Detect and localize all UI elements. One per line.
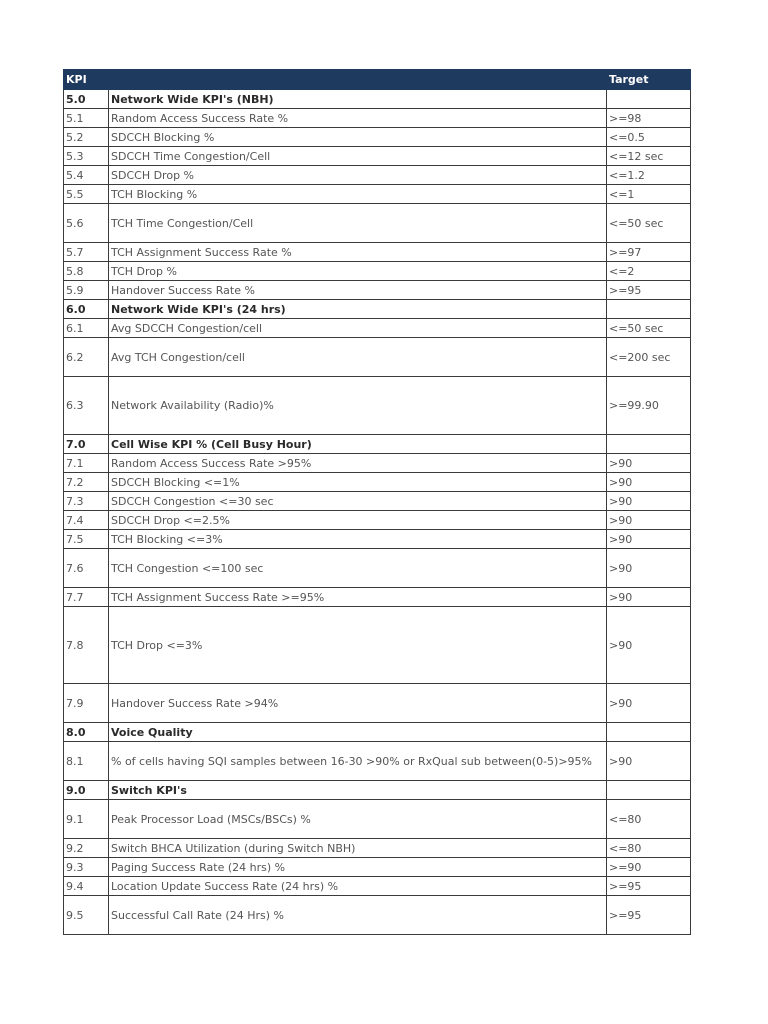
- kpi-target-cell: <=50 sec: [607, 204, 691, 243]
- section-row: [64, 781, 691, 800]
- kpi-description-cell: Avg SDCCH Congestion/cell: [109, 319, 607, 338]
- kpi-id-cell: 9.0: [64, 781, 109, 800]
- kpi-description-cell: Voice Quality: [109, 723, 607, 742]
- kpi-id-cell: 5.9: [64, 281, 109, 300]
- kpi-id-cell: 9.3: [64, 858, 109, 877]
- kpi-description-cell: TCH Drop <=3%: [109, 607, 607, 684]
- kpi-id-cell: 9.5: [64, 896, 109, 935]
- table-row: [64, 109, 691, 128]
- table-row: [64, 858, 691, 877]
- kpi-target-cell: >90: [607, 511, 691, 530]
- kpi-id-cell: 5.5: [64, 185, 109, 204]
- kpi-description-cell: SDCCH Drop <=2.5%: [109, 511, 607, 530]
- kpi-target-cell: >90: [607, 684, 691, 723]
- kpi-target-cell: >90: [607, 742, 691, 781]
- kpi-id-cell: 7.6: [64, 549, 109, 588]
- kpi-description-cell: Peak Processor Load (MSCs/BSCs) %: [109, 800, 607, 839]
- kpi-id-cell: 5.0: [64, 90, 109, 109]
- kpi-target-cell: >90: [607, 492, 691, 511]
- table-row: [64, 377, 691, 435]
- kpi-target-cell: >90: [607, 607, 691, 684]
- kpi-id-cell: 9.1: [64, 800, 109, 839]
- table-row: [64, 549, 691, 588]
- kpi-description-cell: Location Update Success Rate (24 hrs) %: [109, 877, 607, 896]
- table-row: [64, 800, 691, 839]
- table-row: [64, 607, 691, 684]
- kpi-description-cell: SDCCH Blocking %: [109, 128, 607, 147]
- table-row: [64, 454, 691, 473]
- kpi-target-cell: <=50 sec: [607, 319, 691, 338]
- kpi-id-cell: 8.1: [64, 742, 109, 781]
- kpi-description-cell: TCH Assignment Success Rate >=95%: [109, 588, 607, 607]
- header-row: [64, 70, 691, 90]
- kpi-target-cell: [607, 781, 691, 800]
- kpi-target-cell: <=80: [607, 800, 691, 839]
- kpi-id-cell: 7.0: [64, 435, 109, 454]
- kpi-description-cell: TCH Blocking %: [109, 185, 607, 204]
- kpi-description-cell: Handover Success Rate %: [109, 281, 607, 300]
- kpi-target-cell: [607, 300, 691, 319]
- kpi-description-cell: TCH Drop %: [109, 262, 607, 281]
- table-row: [64, 588, 691, 607]
- kpi-target-cell: >90: [607, 473, 691, 492]
- table-row: [64, 262, 691, 281]
- kpi-target-cell: >90: [607, 549, 691, 588]
- kpi-description-cell: TCH Time Congestion/Cell: [109, 204, 607, 243]
- section-row: [64, 723, 691, 742]
- section-row: [64, 90, 691, 109]
- kpi-id-cell: 6.1: [64, 319, 109, 338]
- kpi-target-cell: <=80: [607, 839, 691, 858]
- kpi-description-cell: TCH Congestion <=100 sec: [109, 549, 607, 588]
- kpi-description-cell: Switch KPI's: [109, 781, 607, 800]
- kpi-target-cell: >=99.90: [607, 377, 691, 435]
- kpi-id-cell: 6.0: [64, 300, 109, 319]
- kpi-id-cell: 5.2: [64, 128, 109, 147]
- kpi-target-cell: >90: [607, 530, 691, 549]
- kpi-description-cell: TCH Blocking <=3%: [109, 530, 607, 549]
- kpi-target-cell: >90: [607, 454, 691, 473]
- kpi-id-cell: 5.4: [64, 166, 109, 185]
- kpi-id-cell: 7.4: [64, 511, 109, 530]
- kpi-description-cell: SDCCH Congestion <=30 sec: [109, 492, 607, 511]
- table-row: [64, 492, 691, 511]
- table-row: [64, 684, 691, 723]
- kpi-description-cell: % of cells having SQI samples between 16-30 >90% or RxQual sub between(0-5)>95%: [109, 742, 607, 781]
- table-row: [64, 473, 691, 492]
- kpi-id-cell: 9.2: [64, 839, 109, 858]
- kpi-description-cell: Random Access Success Rate >95%: [109, 454, 607, 473]
- kpi-description-cell: Network Wide KPI's (NBH): [109, 90, 607, 109]
- header-kpi: KPI: [64, 70, 109, 90]
- kpi-description-cell: Random Access Success Rate %: [109, 109, 607, 128]
- kpi-id-cell: 8.0: [64, 723, 109, 742]
- kpi-target-cell: <=1: [607, 185, 691, 204]
- kpi-id-cell: 7.3: [64, 492, 109, 511]
- kpi-id-cell: 9.4: [64, 877, 109, 896]
- kpi-target-cell: >=95: [607, 281, 691, 300]
- kpi-target-cell: <=0.5: [607, 128, 691, 147]
- table-row: [64, 147, 691, 166]
- section-row: [64, 435, 691, 454]
- table-row: [64, 511, 691, 530]
- kpi-id-cell: 7.2: [64, 473, 109, 492]
- kpi-target-cell: [607, 90, 691, 109]
- kpi-id-cell: 5.1: [64, 109, 109, 128]
- table-row: [64, 128, 691, 147]
- kpi-target-cell: >90: [607, 588, 691, 607]
- table-row: [64, 896, 691, 935]
- kpi-id-cell: 5.7: [64, 243, 109, 262]
- table-row: [64, 319, 691, 338]
- kpi-table: [63, 69, 691, 935]
- table-row: [64, 166, 691, 185]
- kpi-target-cell: >=95: [607, 896, 691, 935]
- kpi-target-cell: >=97: [607, 243, 691, 262]
- kpi-target-cell: [607, 435, 691, 454]
- kpi-target-cell: [607, 723, 691, 742]
- kpi-id-cell: 5.6: [64, 204, 109, 243]
- kpi-description-cell: Handover Success Rate >94%: [109, 684, 607, 723]
- kpi-id-cell: 6.3: [64, 377, 109, 435]
- kpi-id-cell: 5.8: [64, 262, 109, 281]
- header-target: Target: [607, 70, 691, 90]
- kpi-id-cell: 7.9: [64, 684, 109, 723]
- kpi-target-cell: <=200 sec: [607, 338, 691, 377]
- kpi-description-cell: SDCCH Blocking <=1%: [109, 473, 607, 492]
- table-row: [64, 338, 691, 377]
- kpi-target-cell: <=12 sec: [607, 147, 691, 166]
- kpi-description-cell: Switch BHCA Utilization (during Switch NBH): [109, 839, 607, 858]
- table-row: [64, 281, 691, 300]
- kpi-description-cell: TCH Assignment Success Rate %: [109, 243, 607, 262]
- table-row: [64, 185, 691, 204]
- kpi-target-cell: <=2: [607, 262, 691, 281]
- header-description: [109, 70, 607, 90]
- table-row: [64, 877, 691, 896]
- kpi-id-cell: 7.7: [64, 588, 109, 607]
- kpi-target-cell: >=90: [607, 858, 691, 877]
- kpi-target-cell: >=98: [607, 109, 691, 128]
- kpi-id-cell: 7.1: [64, 454, 109, 473]
- kpi-description-cell: Successful Call Rate (24 Hrs) %: [109, 896, 607, 935]
- kpi-id-cell: 7.5: [64, 530, 109, 549]
- kpi-description-cell: Avg TCH Congestion/cell: [109, 338, 607, 377]
- kpi-table-body: [64, 90, 691, 935]
- kpi-target-cell: <=1.2: [607, 166, 691, 185]
- kpi-id-cell: 7.8: [64, 607, 109, 684]
- kpi-description-cell: Cell Wise KPI % (Cell Busy Hour): [109, 435, 607, 454]
- table-row: [64, 530, 691, 549]
- kpi-target-cell: >=95: [607, 877, 691, 896]
- kpi-description-cell: SDCCH Drop %: [109, 166, 607, 185]
- section-row: [64, 300, 691, 319]
- kpi-description-cell: SDCCH Time Congestion/Cell: [109, 147, 607, 166]
- kpi-description-cell: Network Wide KPI's (24 hrs): [109, 300, 607, 319]
- table-row: [64, 204, 691, 243]
- kpi-description-cell: Network Availability (Radio)%: [109, 377, 607, 435]
- table-row: [64, 839, 691, 858]
- table-row: [64, 243, 691, 262]
- kpi-id-cell: 5.3: [64, 147, 109, 166]
- kpi-description-cell: Paging Success Rate (24 hrs) %: [109, 858, 607, 877]
- kpi-id-cell: 6.2: [64, 338, 109, 377]
- table-row: [64, 742, 691, 781]
